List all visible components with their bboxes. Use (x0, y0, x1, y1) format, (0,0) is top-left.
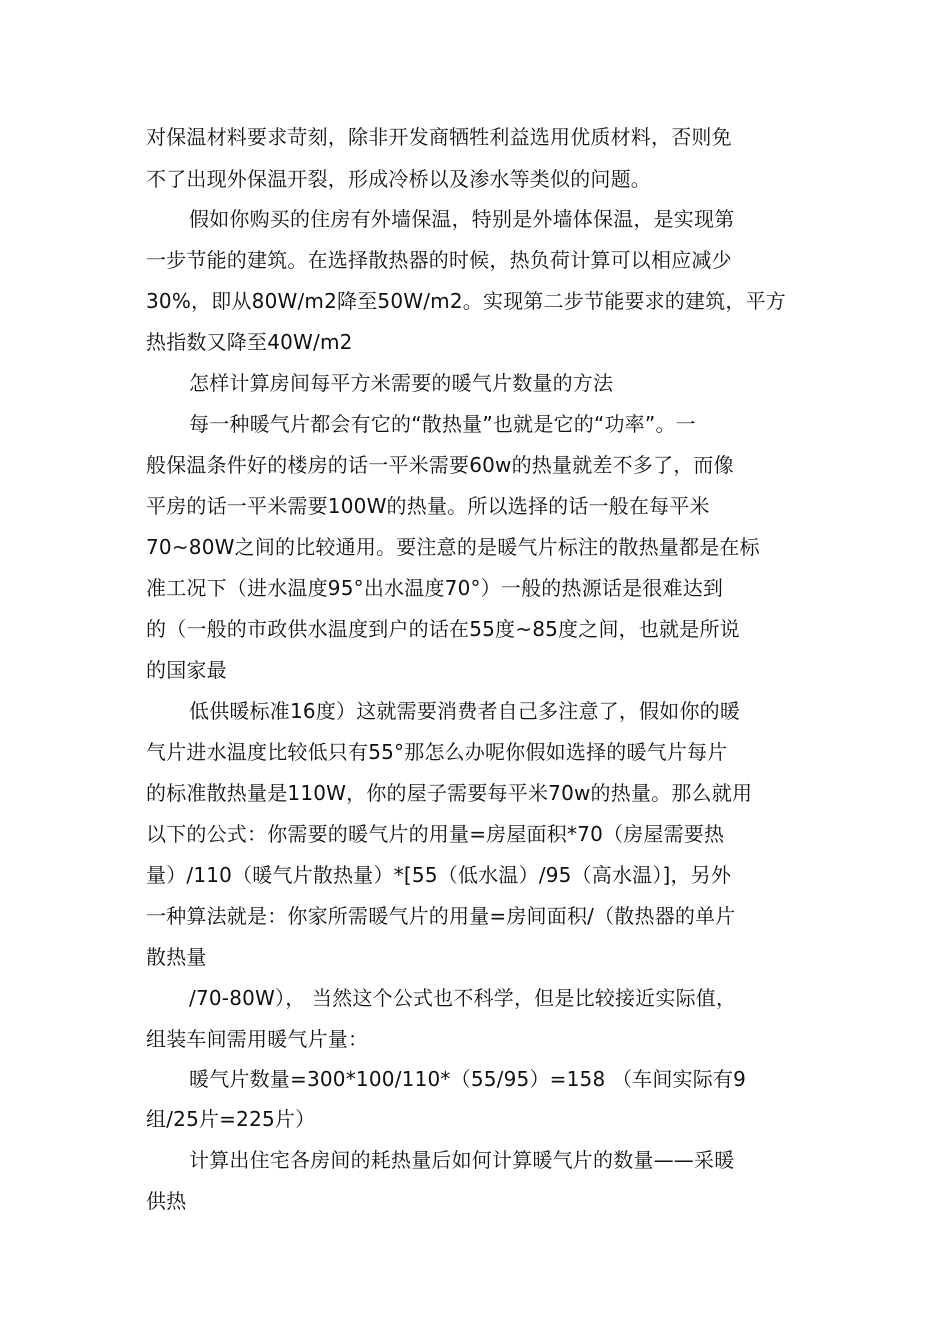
text-line: 70~80W之间的比较通用。要注意的是暖气片标注的散热量都是在标 (146, 535, 760, 559)
text-line: 准工况下（进水温度95°出水温度70°）一般的热源话是很难达到 (146, 576, 724, 600)
text-line: 组装车间需用暖气片量： (146, 1027, 369, 1051)
text-line: 热指数又降至40W/m2 (146, 330, 353, 354)
text-line: 气片进水温度比较低只有55°那怎么办呢你假如选择的暖气片每片 (146, 740, 728, 764)
text-line: 的（一般的市政供水温度到户的话在55度~85度之间，也就是所说 (146, 617, 740, 641)
section-heading: 怎样计算房间每平方米需要的暖气片数量的方法 (189, 371, 614, 395)
paragraph-start-line: 计算出住宅各房间的耗热量后如何计算暖气片的数量——采暖 (189, 1148, 735, 1172)
text-line: 以下的公式：你需要的暖气片的用量=房屋面积*70（房屋需要热 (146, 822, 725, 846)
text-line: 般保温条件好的楼房的话一平米需要60w的热量就差不多了，而像 (146, 453, 734, 477)
text-line: 30%，即从80W/m2降至50W/m2。实现第二步节能要求的建筑，平方 (146, 289, 786, 313)
text-line: 的国家最 (146, 658, 227, 682)
text-line: 组/25片=225片） (146, 1107, 316, 1131)
paragraph-start-line: 每一种暖气片都会有它的“散热量”也就是它的“功率”。一 (189, 412, 696, 436)
text-line: 对保温材料要求苛刻，除非开发商牺牲利益选用优质材料，否则免 (146, 125, 732, 149)
formula-line: 暖气片数量=300*100/110*（55/95）=158 （车间实际有9 (189, 1067, 747, 1091)
text-line: 不了出现外保温开裂，形成冷桥以及渗水等类似的问题。 (146, 167, 651, 191)
paragraph-start-line: 假如你购买的住房有外墙保温，特别是外墙体保温，是实现第 (189, 207, 735, 231)
text-line: 的标准散热量是110W，你的屋子需要每平米70w的热量。那么就用 (146, 781, 753, 805)
text-line: 散热量 (146, 945, 207, 969)
text-line: 量）/110（暖气片散热量）*[55（低水温）/95（高水温）]，另外 (146, 863, 732, 887)
paragraph-start-line: /70-80W）， 当然这个公式也不科学，但是比较接近实际值， (189, 986, 737, 1010)
text-line: 平房的话一平米需要100W的热量。所以选择的话一般在每平米 (146, 494, 710, 518)
paragraph-start-line: 低供暖标准16度）这就需要消费者自己多注意了，假如你的暖 (189, 699, 741, 723)
text-line: 一步节能的建筑。在选择散热器的时候，热负荷计算可以相应减少 (146, 248, 732, 272)
text-line: 供热 (146, 1189, 187, 1213)
text-line: 一种算法就是：你家所需暖气片的用量=房间面积/（散热器的单片 (146, 904, 736, 928)
